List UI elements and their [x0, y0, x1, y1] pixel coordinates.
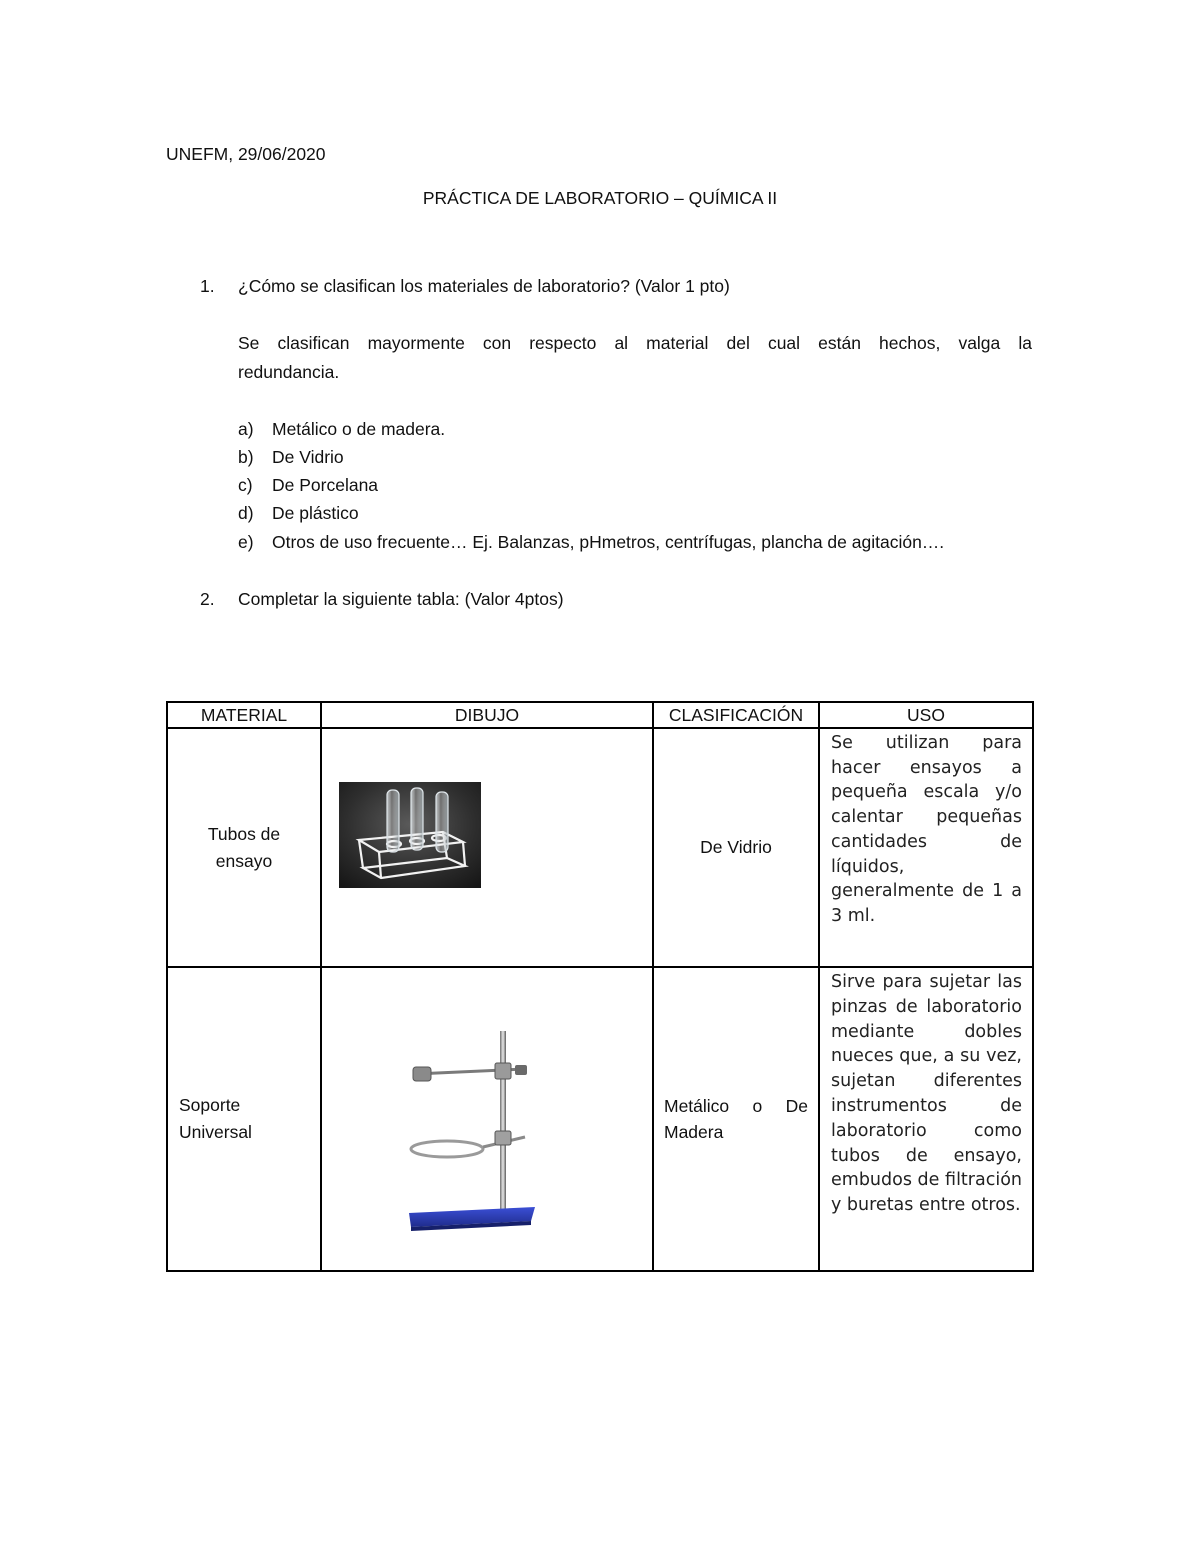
material-name-line: Soporte: [179, 1095, 241, 1115]
material-cell: [167, 967, 321, 1271]
classification-cell: [653, 967, 819, 1271]
option-letter: e): [238, 532, 254, 552]
classification-cell: De Vidrio: [653, 728, 819, 967]
question-2-number: 2.: [200, 589, 215, 609]
question-1-number: 1.: [200, 276, 215, 296]
option-text: De Vidrio: [272, 447, 344, 467]
page-title: PRÁCTICA DE LABORATORIO – QUÍMICA II: [422, 188, 778, 208]
classification-line: Madera: [664, 1122, 724, 1142]
question-2-text: Completar la siguiente tabla: (Valor 4ptos): [238, 589, 564, 609]
materials-table: [166, 701, 1034, 1272]
option-letter: b): [238, 447, 254, 467]
drawing-cell: [321, 728, 653, 967]
option-text: De Porcelana: [272, 475, 379, 495]
lab-stand-image: [407, 1025, 587, 1251]
question-1-text: ¿Cómo se clasifican los materiales de laboratorio? (Valor 1 pto): [238, 276, 730, 296]
option-letter: d): [238, 503, 254, 523]
material-cell: [167, 728, 321, 967]
table-header-row: [167, 702, 1033, 728]
material-name-line: ensayo: [215, 850, 273, 871]
drawing-cell: [321, 967, 653, 1271]
header-classification: CLASIFICACIÓN: [653, 702, 819, 728]
table-row: [167, 967, 1033, 1271]
material-name-line: Tubos de: [207, 823, 281, 844]
answer-line-1: Se clasifican mayormente con respecto al material del cual están hechos, valga la: [238, 333, 1032, 353]
test-tube-rack-image: [339, 782, 481, 888]
classification-line: Metálico o De: [664, 1096, 808, 1116]
option-text: Metálico o de madera.: [272, 419, 446, 439]
table-row: [167, 728, 1033, 967]
use-cell: Se utilizan para hacer ensayos a pequeña escala y/o calentar pequeñas cantidades de líquidos, generalmente de 1 a 3 ml.: [819, 728, 1033, 967]
header-material: MATERIAL: [167, 702, 321, 728]
material-name-line: Universal: [179, 1122, 252, 1142]
header-use: USO: [819, 702, 1033, 728]
option-text: Otros de uso frecuente… Ej. Balanzas, pHmetros, centrífugas, plancha de agitación….: [272, 532, 945, 552]
header-drawing: DIBUJO: [321, 702, 653, 728]
option-text: De plástico: [272, 503, 359, 523]
option-letter: a): [238, 419, 254, 439]
use-cell: Sirve para sujetar las pinzas de laboratorio mediante dobles nueces que, a su vez, sujetan diferentes instrumentos de laboratorio como tubos de ensayo, embudos de filtración y buretas entre otros.: [819, 967, 1033, 1271]
option-letter: c): [238, 475, 253, 495]
header-date: UNEFM, 29/06/2020: [166, 144, 326, 164]
answer-line-2: redundancia.: [238, 362, 340, 382]
